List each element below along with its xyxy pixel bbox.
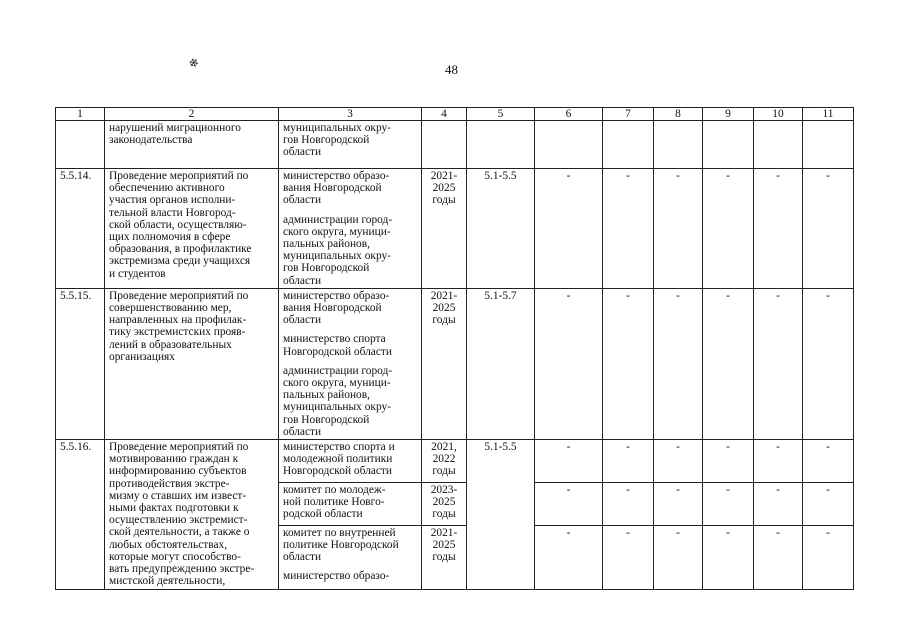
col-header: 11 xyxy=(803,108,854,121)
period-cell: 2021- 2025 годы xyxy=(422,288,467,439)
value-cell: - xyxy=(654,482,703,525)
value-cell xyxy=(803,121,854,169)
header-row xyxy=(56,108,854,121)
executor: министерство образо- вания Новгородской области xyxy=(283,289,390,327)
value-cell: - xyxy=(803,440,854,483)
table-row xyxy=(56,288,854,439)
value-cell: - xyxy=(703,169,754,289)
col-header: 10 xyxy=(754,108,803,121)
row-number: 5.5.16. xyxy=(56,440,105,589)
value-cell: - xyxy=(703,440,754,483)
period-cell xyxy=(422,121,467,169)
value-cell: - xyxy=(603,169,654,289)
executors-cell xyxy=(279,440,422,483)
col-header: 6 xyxy=(535,108,603,121)
col-header: 1 xyxy=(56,108,105,121)
value-cell: - xyxy=(535,482,603,525)
measure-name: Проведение мероприятий по обеспечению активного участия органов исполни- тельной власти Новгород- ской области, осуществляю- щих полномочия в сфере образования, в профилактике экстремизма среди учащихся и студентов xyxy=(105,169,279,289)
col-header: 7 xyxy=(603,108,654,121)
executor: администрации город- ского округа, муници- пальных районов, муниципальных окру- гов Новгородской области xyxy=(283,364,393,438)
value-cell: - xyxy=(654,525,703,589)
table-row xyxy=(56,440,854,483)
value-cell xyxy=(703,121,754,169)
executor: комитет по внутренней политике Новгородской области xyxy=(283,526,399,564)
table-row xyxy=(56,121,854,169)
executors-cell xyxy=(279,525,422,589)
indicators-cell: 5.1-5.7 xyxy=(467,288,535,439)
period-cell: 2023- 2025 годы xyxy=(422,482,467,525)
executor: министерство спорта и молодежной политики Новгородской области xyxy=(283,441,395,478)
executor: министерство образо- вания Новгородской области xyxy=(283,170,390,207)
value-cell: - xyxy=(803,525,854,589)
value-cell: - xyxy=(754,482,803,525)
measures-table xyxy=(55,107,854,590)
row-number: 5.5.15. xyxy=(56,288,105,439)
value-cell: - xyxy=(754,169,803,289)
period-cell: 2021- 2025 годы xyxy=(422,169,467,289)
value-cell xyxy=(654,121,703,169)
col-header: 2 xyxy=(105,108,279,121)
table-row xyxy=(56,169,854,289)
indicators-cell: 5.1-5.5 xyxy=(467,440,535,589)
indicators-cell: 5.1-5.5 xyxy=(467,169,535,289)
measure-name: Проведение мероприятий по мотивированию граждан к информированию субъектов противодействия экстре- мизму о ставших им извест- ными фактах подготовки к осуществлению экстремист- ской деятельности, а также о любых обстоятельствах, которые могут способство- вать предупреждению экстре- мистской деятельности, xyxy=(105,440,279,589)
col-header: 3 xyxy=(279,108,422,121)
value-cell: - xyxy=(754,440,803,483)
row-number: 5.5.14. xyxy=(56,169,105,289)
value-cell: - xyxy=(754,525,803,589)
col-header: 5 xyxy=(467,108,535,121)
executors-cell xyxy=(279,288,422,439)
value-cell: - xyxy=(703,288,754,439)
value-cell: - xyxy=(535,288,603,439)
value-cell: - xyxy=(535,525,603,589)
value-cell: - xyxy=(654,288,703,439)
margin-ink-mark: ❄ xyxy=(186,54,201,72)
value-cell xyxy=(754,121,803,169)
value-cell: - xyxy=(803,288,854,439)
executors-cell xyxy=(279,169,422,289)
measure-name: Проведение мероприятий по совершенствованию мер, направленных на профилак- тику экстремистских прояв- лений в образовательных организациях xyxy=(105,288,279,439)
executor: министерство спорта Новгородской области xyxy=(283,333,392,358)
value-cell xyxy=(535,121,603,169)
row-number xyxy=(56,121,105,169)
measure-name: нарушений миграционного законодательства xyxy=(105,121,279,169)
value-cell: - xyxy=(535,440,603,483)
col-header: 9 xyxy=(703,108,754,121)
period-cell: 2021- 2025 годы xyxy=(422,525,467,589)
value-cell: - xyxy=(703,482,754,525)
value-cell: - xyxy=(654,169,703,289)
executor: министерство образо- xyxy=(283,570,390,583)
value-cell: - xyxy=(535,169,603,289)
period-cell: 2021, 2022 годы xyxy=(422,440,467,483)
executor: муниципальных окру- гов Новгородской области xyxy=(283,122,391,159)
value-cell: - xyxy=(703,525,754,589)
executor: комитет по молодеж- ной политике Новго- родской области xyxy=(283,483,386,521)
value-cell: - xyxy=(654,440,703,483)
value-cell: - xyxy=(603,525,654,589)
indicators-cell xyxy=(467,121,535,169)
col-header: 4 xyxy=(422,108,467,121)
executor: администрации город- ского округа, муници- пальных районов, муниципальных окру- гов Новгородской области xyxy=(283,213,393,287)
value-cell: - xyxy=(603,482,654,525)
value-cell: - xyxy=(603,288,654,439)
value-cell: - xyxy=(603,440,654,483)
value-cell xyxy=(603,121,654,169)
col-header: 8 xyxy=(654,108,703,121)
executors-cell xyxy=(279,121,422,169)
executors-cell xyxy=(279,482,422,525)
page-number: 48 xyxy=(445,62,458,77)
value-cell: - xyxy=(803,482,854,525)
value-cell: - xyxy=(803,169,854,289)
value-cell: - xyxy=(754,288,803,439)
